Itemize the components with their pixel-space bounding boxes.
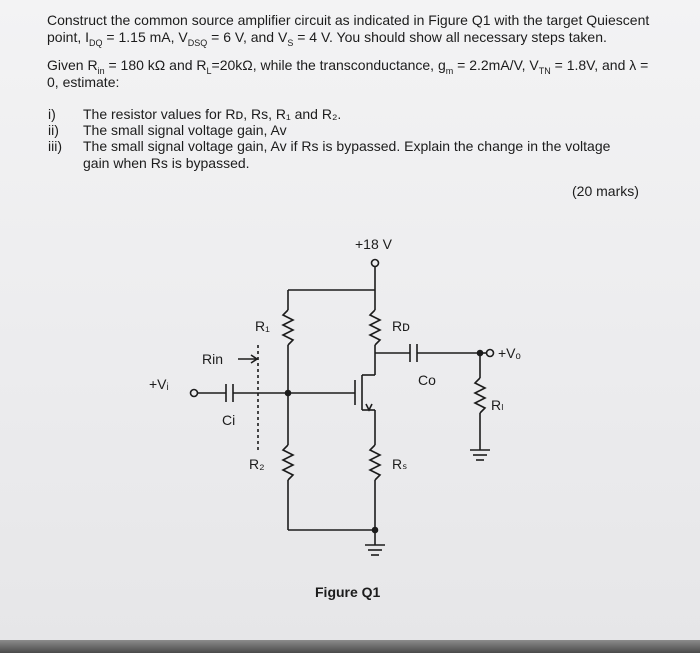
rl-label: Rₗ (491, 397, 504, 413)
ci-label: Ci (222, 412, 236, 428)
r1-label: R₁ (255, 318, 270, 334)
item-number: iii) (48, 138, 62, 154)
rs-label: Rₛ (392, 456, 408, 472)
question-line-1-text: Construct the common source amplifier circuit as indicated in Figure Q1 with the target Quiescent (47, 12, 650, 28)
item-text-continued: gain when Rs is bypassed. (83, 155, 250, 171)
subscript: m (445, 65, 454, 76)
vin-label: +Vᵢ (149, 376, 169, 392)
text-part: = 2.2mA/V, V (453, 57, 539, 73)
vout-label: +Vₒ (498, 345, 521, 361)
rin-label: Rin (202, 351, 224, 367)
r1-resistor (283, 310, 293, 345)
supply-terminal (372, 260, 379, 267)
r2-label: R₂ (249, 456, 265, 472)
item-number: ii) (48, 122, 59, 138)
rd-resistor (370, 310, 380, 345)
item-text: The resistor values for Rᴅ, Rs, R₁ and R₂. (83, 106, 342, 122)
rs-resistor (370, 445, 380, 480)
mosfet-arrow (366, 404, 372, 410)
marks-label: (20 marks) (572, 183, 639, 199)
text-part: = 6 V, and V (207, 29, 288, 45)
subscript: S (287, 37, 294, 48)
vin-terminal (191, 390, 198, 397)
subscript: in (97, 65, 105, 76)
r2-resistor (283, 445, 293, 480)
text-part: Given R (47, 57, 98, 73)
given-line-2: 0, estimate: (47, 74, 120, 90)
item-number: i) (48, 106, 56, 122)
text-part: point, I (47, 29, 90, 45)
subscript: TN (538, 65, 551, 76)
subscript: DSQ (187, 37, 208, 48)
rl-resistor (475, 378, 485, 413)
text-part: = 180 kΩ and R (104, 57, 207, 73)
subscript: DQ (89, 37, 103, 48)
vout-terminal (487, 350, 494, 357)
page-bottom-edge (0, 640, 700, 653)
text-part: = 1.15 mA, V (102, 29, 188, 45)
figure-caption: Figure Q1 (315, 584, 381, 600)
text-part: = 4 V. You should show all necessary steps taken. (293, 29, 607, 45)
supply-label: +18 V (355, 236, 392, 252)
text-part: =20kΩ, while the transconductance, g (211, 57, 446, 73)
rd-label: Rᴅ (392, 318, 410, 334)
item-text: The small signal voltage gain, Av if Rs is bypassed. Explain the change in the voltage (83, 138, 611, 154)
text-part: = 1.8V, and λ = (550, 57, 649, 73)
subscript: L (206, 65, 212, 76)
item-text: The small signal voltage gain, Av (83, 122, 287, 138)
co-label: Co (418, 372, 436, 388)
